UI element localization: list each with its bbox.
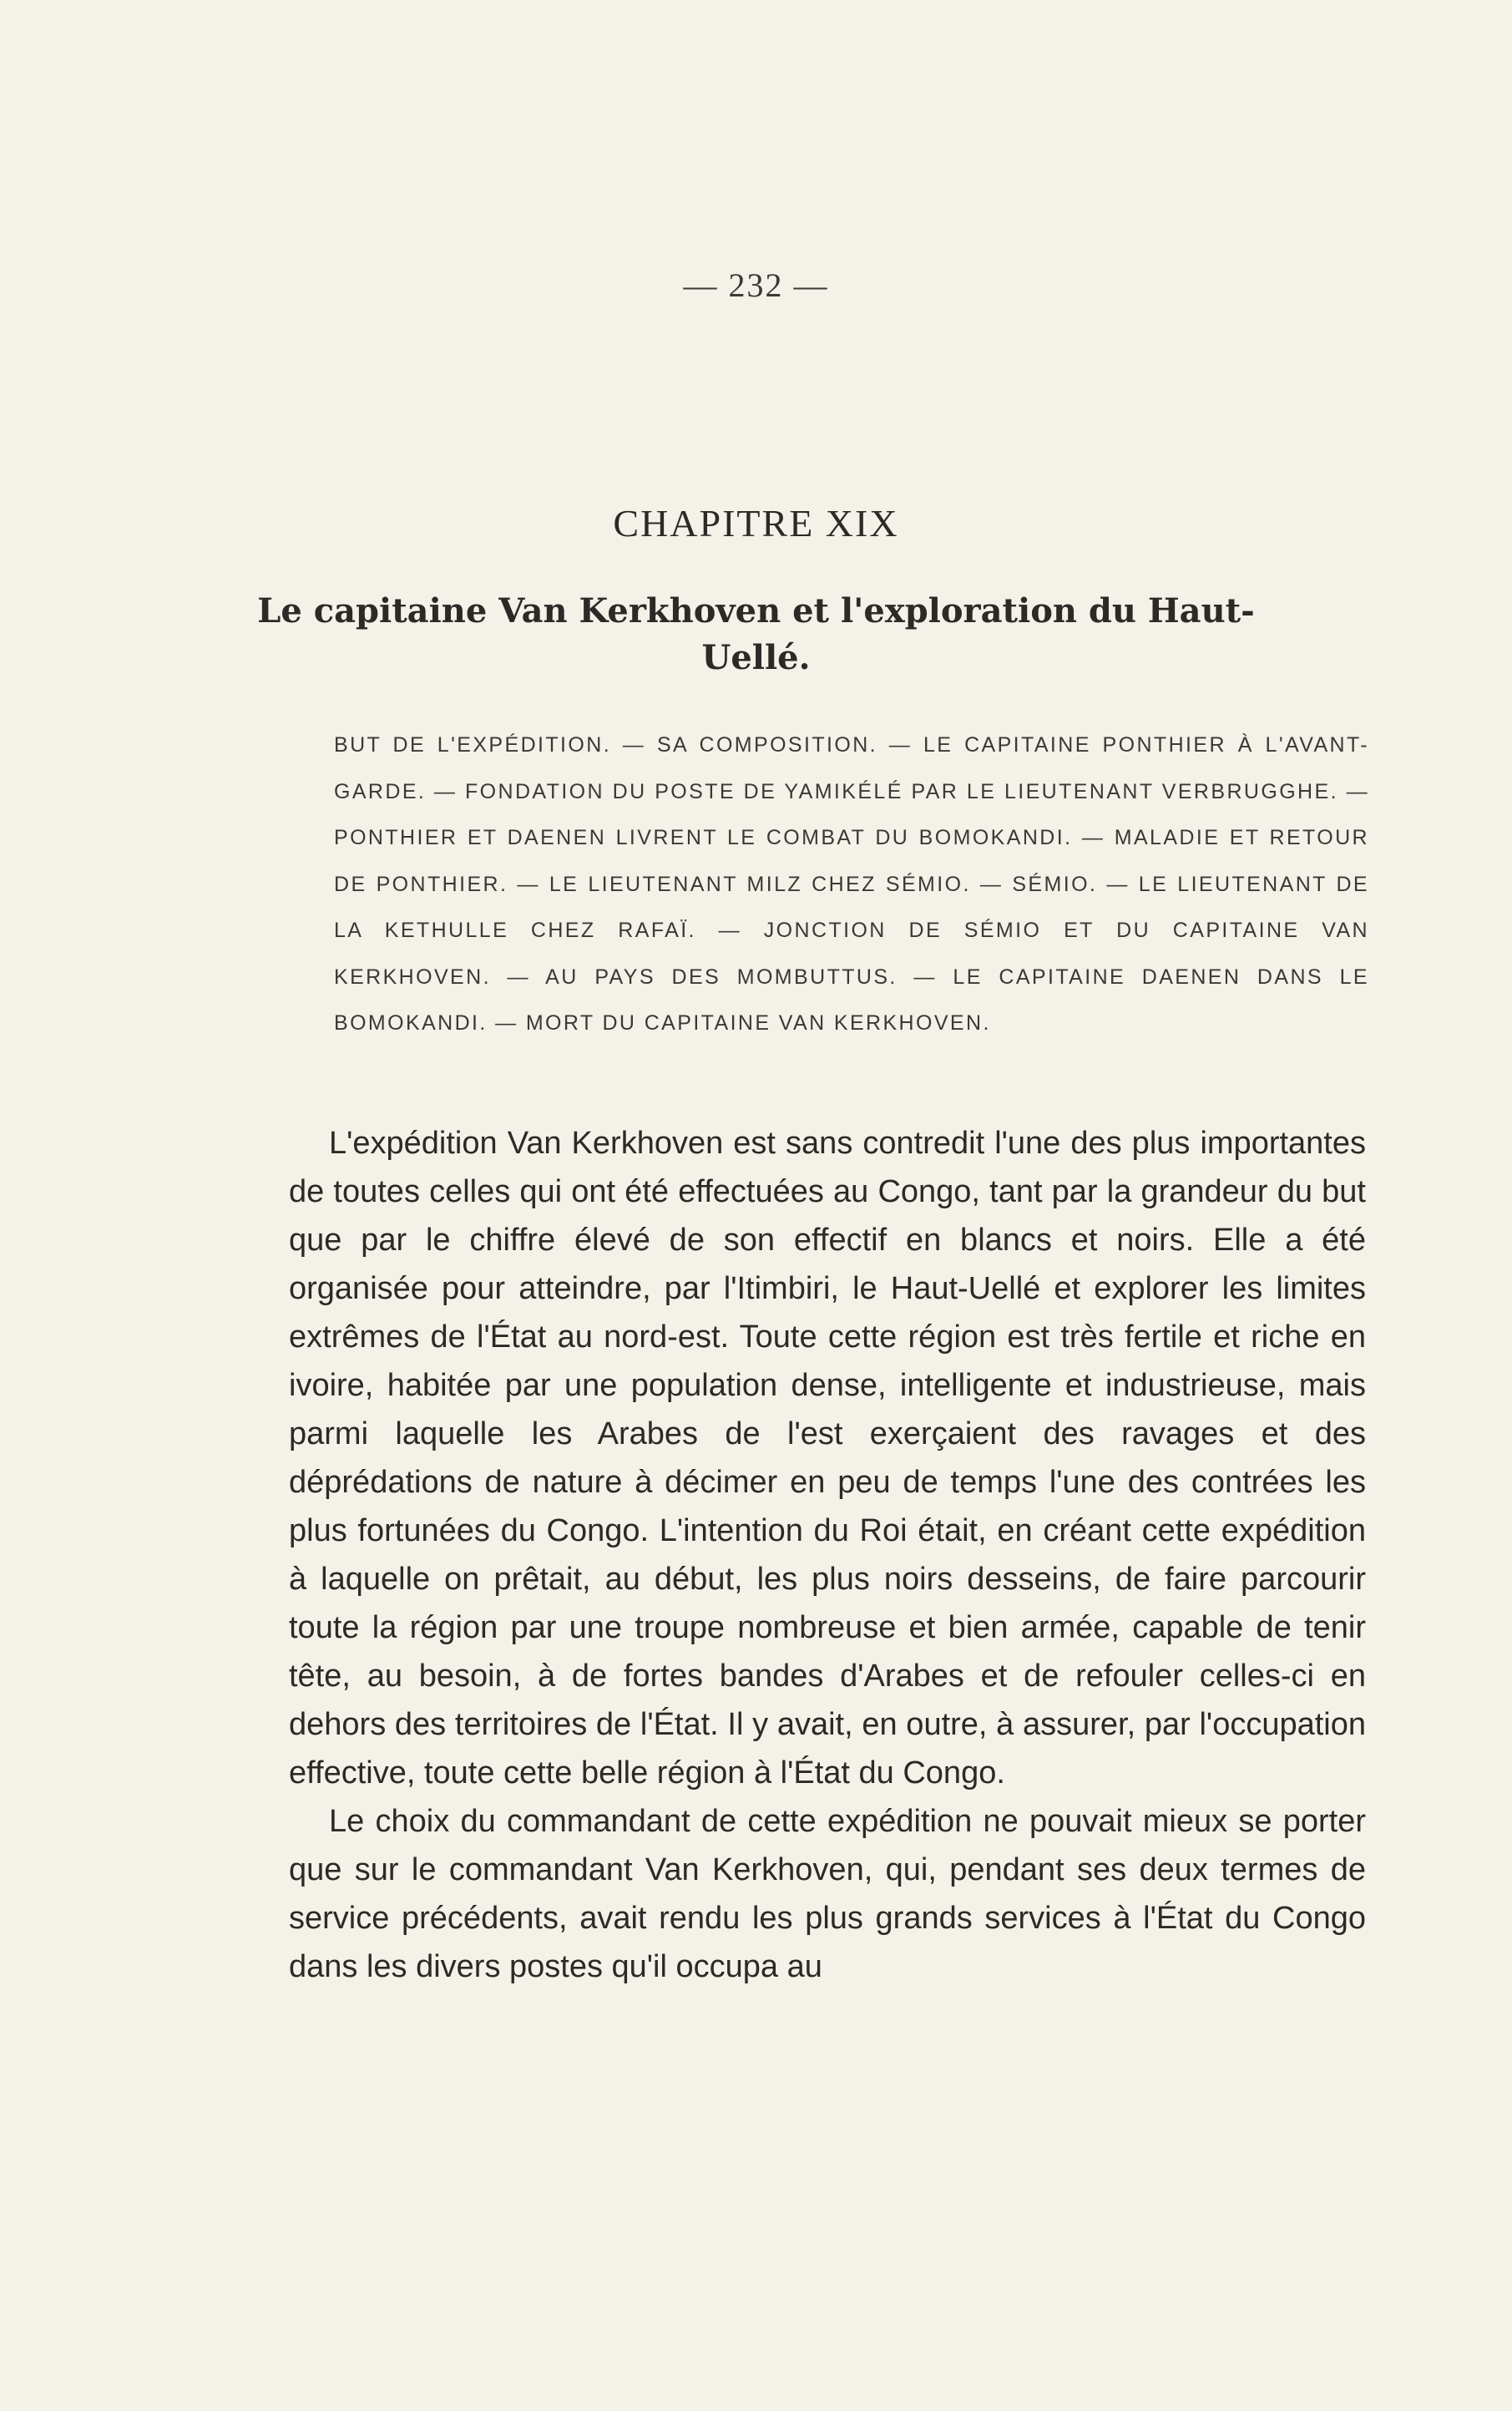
paragraph: Le choix du commandant de cette expédition ne pouvait mieux se porter que sur le commandant Van Kerkhoven, qui, pendant ses deux termes de service précédents, avait rendu les plus grands services à l'État du Congo dans les divers postes qu'il occupa au: [289, 1804, 1366, 1984]
page-number: — 232 —: [683, 266, 829, 304]
body-text: [289, 1119, 1366, 1991]
chapter-subtitle: Le capitaine Van Kerkhoven et l'exploration du Haut-Uellé.: [257, 591, 1255, 677]
paragraph: L'expédition Van Kerkhoven est sans contredit l'une des plus importantes de toutes celles qui ont été effectuées au Congo, tant par la grandeur du but que par le chiffre élevé de son effectif en blancs et noirs. Elle a été organisée pour atteindre, par l'Itimbiri, le Haut-Uellé et explorer les limites extrêmes de l'État au nord-est. Toute cette région est très fertile et riche en ivoire, habitée par une population dense, intelligente et industrieuse, mais parmi laquelle les Arabes de l'est exerçaient des ravages et des déprédations de nature à décimer en peu de temps l'une des contrées les plus fortunées du Congo. L'intention du Roi était, en créant cette expédition à laquelle on prêtait, au début, les plus noirs desseins, de faire parcourir toute la région par une troupe nombreuse et bien armée, capable de tenir tête, au besoin, à de fortes bandes d'Arabes et de refouler celles-ci en dehors des territoires de l'État. Il y avait, en outre, à assurer, par l'occupation effective, toute cette belle région à l'État du Congo.: [289, 1126, 1366, 1791]
chapter-title: CHAPITRE XIX: [613, 502, 899, 545]
chapter-summary: BUT DE L'EXPÉDITION. — SA COMPOSITION. — LE CAPITAINE PONTHIER À L'AVANT-GARDE. — FONDATION DU POSTE DE YAMIKÉLÉ PAR LE LIEUTENANT VERBRUGGHE. — PONTHIER ET DAENEN LIVRENT LE COMBAT DU BOMOKANDI. — MALADIE ET RETOUR DE PONTHIER. — LE LIEUTENANT MILZ CHEZ SÉMIO. — SÉMIO. — LE LIEUTENANT DE LA KETHULLE CHEZ RAFAÏ. — JONCTION DE SÉMIO ET DU CAPITAINE VAN KERKHOVEN. — AU PAYS DES MOMBUTTUS. — LE CAPITAINE DAENEN DANS LE BOMOKANDI. — MORT DU CAPITAINE VAN KERKHOVEN.: [334, 733, 1369, 1035]
